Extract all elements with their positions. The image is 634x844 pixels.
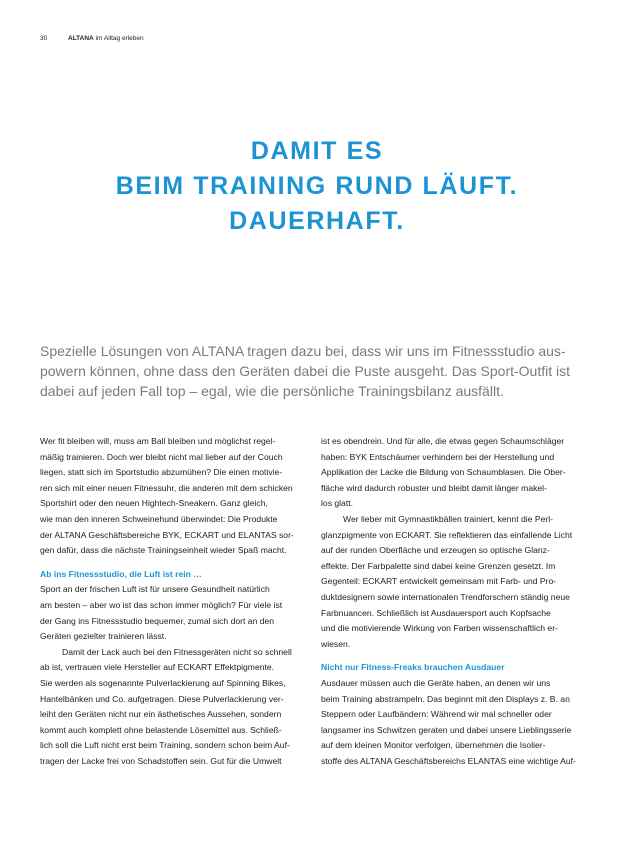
text-line: auf der runden Oberfläche und erzeugen so optische Glanz- (321, 545, 550, 556)
text-line: beim Training abstrampeln. Das beginnt mit den Displays z. B. an (321, 693, 570, 704)
text-line: Farbnuancen. Schließlich ist Ausdauersport auch Kopfsache (321, 607, 551, 618)
text-line: langsamer ins Schwitzen geraten und dabei unsere Lieblingsserie (321, 724, 572, 735)
text-line: am besten – aber wo ist das schon immer möglich? Für viele ist (40, 599, 283, 610)
page-headline (0, 134, 634, 239)
text-line: Gegenteil: ECKART entwickelt gemeinsam mit Farb- und Pro- (321, 576, 557, 587)
lead-line: powern können, ohne dass den Geräten dabei die Puste ausgeht. Das Sport-Outfit ist (40, 363, 570, 379)
text-line: wie man den inneren Schweinehund überwindet: Die Produkte (40, 513, 278, 524)
lead-line: dabei auf jeden Fall top – egal, wie die persönliche Trainingsbilanz ausfällt. (40, 383, 504, 399)
text-line: Hantelbänken und Co. aufgetragen. Diese Pulverlackierung ver- (40, 693, 284, 704)
text-line: kommt auch komplett ohne belastende Lösemittel aus. Schließ- (40, 724, 282, 735)
running-header (40, 35, 144, 42)
text-line: Ausdauer müssen auch die Geräte haben, an denen wir uns (321, 677, 551, 688)
headline-line: DAMIT ES (250, 137, 384, 165)
text-line: Sportshirt oder den neuen Hightech-Sneakern. Ganz gleich, (40, 498, 268, 509)
headline-line: BEIM TRAINING RUND LÄUFT. (115, 172, 519, 200)
text-line: ren sich mit einer neuen Fitnessuhr, die anderen mit dem schicken (40, 482, 293, 493)
text-line: liegen, statt sich im Sportstudio abzumühen? Die einen motivie- (40, 467, 283, 478)
header-brand: ALTANA (68, 35, 94, 42)
text-line: effekte. Der Farbpalette sind dabei keine Grenzen gesetzt. Im (321, 560, 556, 571)
text-line: glanzpigmente von ECKART. Sie reflektieren das einfallende Licht (321, 529, 573, 540)
page-number: 30 (40, 35, 48, 42)
text-line: ist es obendrein. Und für alle, die etwas gegen Schaumschläger (321, 436, 565, 446)
text-line: der Gang ins Fitnessstudio bequemer, zumal sich dort an den (40, 615, 275, 626)
section-subheading: Nicht nur Fitness-Freaks brauchen Ausdauer (321, 662, 505, 673)
text-line: wiesen. (321, 638, 351, 649)
text-line: Wer lieber mit Gymnastikbällen trainiert, kennt die Perl- (343, 513, 553, 524)
text-line: Sport an der frischen Luft ist für unsere Gesundheit natürlich (40, 584, 270, 595)
body-paragraph (40, 434, 306, 559)
lead-paragraph (40, 341, 596, 401)
text-line: gen dafür, dass die nächste Trainingseinheit wieder Spaß macht. (40, 545, 287, 556)
text-line: haben: BYK Entschäumer verhindern bei der Herstellung und (321, 451, 555, 462)
body-paragraph (321, 512, 587, 652)
text-line: los glatt. (321, 498, 354, 509)
headline-line: DAUERHAFT. (229, 207, 405, 235)
text-line: Steppern oder Laufbändern: Während wir mal schneller oder (321, 709, 552, 720)
section-subheading: Ab ins Fitnessstudio, die Luft ist rein … (40, 568, 202, 579)
left-text-column (40, 434, 306, 769)
body-paragraph (321, 434, 587, 512)
text-line: mäßig trainieren. Doch wer bleibt nicht mal lieber auf der Couch (40, 451, 283, 462)
text-line: duktdesignern sowie internationalen Trendforschern ständig neue (321, 591, 570, 602)
body-paragraph (321, 676, 587, 770)
text-line: ab ist, vertrauen viele Hersteller auf ECKART Effektpigmente. (40, 662, 275, 673)
text-line: Damit der Lack auch bei den Fitnessgeräten nicht so schnell (62, 646, 292, 657)
text-line: stoffe des ALTANA Geschäftsbereichs ELANTAS eine wichtige Auf- (321, 755, 576, 766)
text-line: Geräten gezielter trainieren lässt. (40, 631, 167, 642)
body-paragraph (40, 582, 306, 644)
text-line: auf dem kleinen Monitor verfolgen, übernehmen die Isolier- (321, 740, 546, 751)
text-line: Applikation der Lacke die Bildung von Schaumblasen. Die Ober- (321, 467, 566, 478)
text-line: lich soll die Luft nicht erst beim Training, sondern schon beim Auf- (40, 740, 290, 751)
text-line: leiht den Geräten nicht nur ein ästhetisches Aussehen, sondern (40, 709, 282, 720)
body-paragraph (40, 645, 306, 770)
text-line: Wer fit bleiben will, muss am Ball bleiben und möglichst regel- (40, 436, 276, 446)
text-line: tragen der Lacke frei von Schadstoffen sein. Gut für die Umwelt (40, 755, 282, 766)
text-line: der ALTANA Geschäftsbereiche BYK, ECKART und ELANTAS sor- (40, 529, 294, 540)
text-line: fläche wird dadurch robuster und bleibt damit länger makel- (321, 482, 547, 493)
header-section: im Alltag erleben (93, 35, 144, 42)
lead-line: Spezielle Lösungen von ALTANA tragen dazu bei, dass wir uns im Fitnessstudio aus- (40, 343, 566, 359)
right-text-column (321, 434, 587, 769)
text-line: und die motivierende Wirkung von Farben wissenschaftlich er- (321, 623, 558, 634)
text-line: Sie werden als sogenannte Pulverlackierung auf Spinning Bikes, (40, 677, 286, 688)
